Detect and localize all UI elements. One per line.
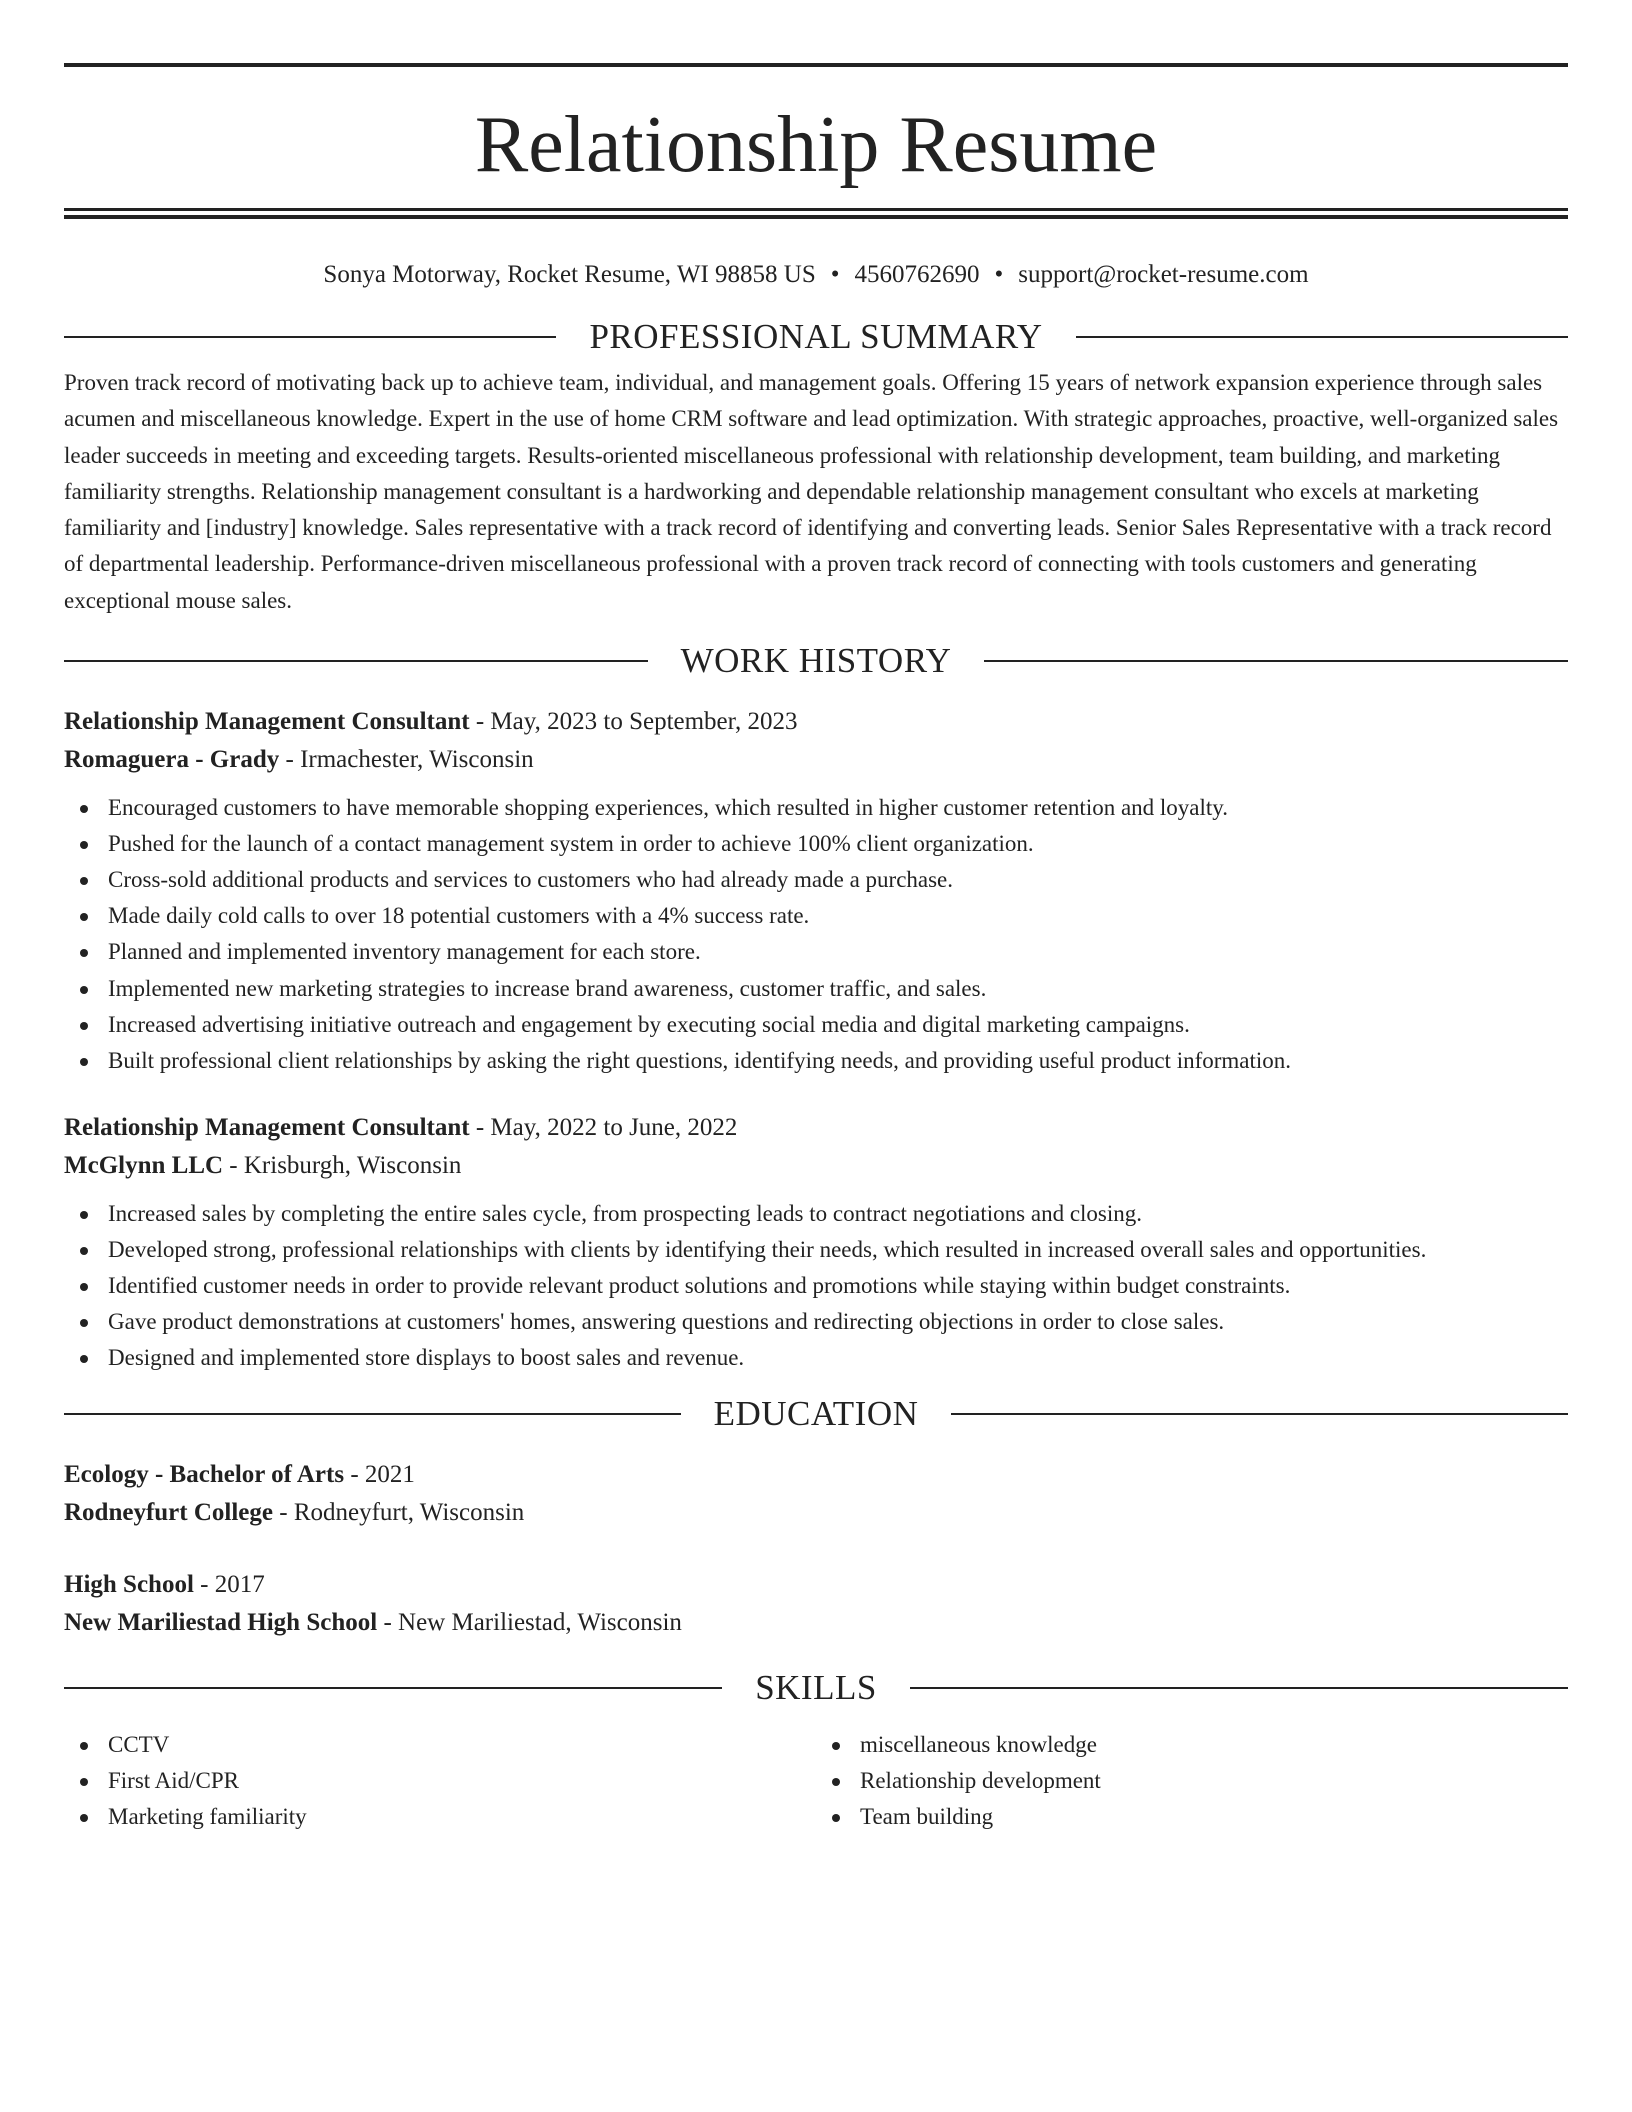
list-item: Developed strong, professional relationships with clients by identifying their needs, which resulted in increased overall sales and opportunities.: [64, 1232, 1568, 1268]
title-double-rule: [64, 208, 1568, 219]
work-heading-label: WORK HISTORY: [680, 641, 952, 681]
contact-line: [64, 219, 1568, 319]
list-item: Built professional client relationships by asking the right questions, identifying needs, and providing useful product information.: [64, 1043, 1568, 1079]
education-school: New Mariliestad High School: [64, 1609, 378, 1637]
list-item: Made daily cold calls to over 18 potential customers with a 4% success rate.: [64, 898, 1568, 934]
work-heading: [64, 643, 1568, 679]
job-bullets: [64, 1196, 1568, 1376]
contact-separator: •: [830, 261, 840, 288]
list-item: Implemented new marketing strategies to increase brand awareness, customer traffic, and sales.: [64, 971, 1568, 1007]
summary-text: Proven track record of motivating back up to achieve team, individual, and management goals. Offering 15 years of network expansion experience through sales acumen and miscellaneous knowledge. Expert in the use of home CRM software and lead optimization. With strategic approaches, proactive, well-organized sales leader succeeds in meeting and exceeding targets. Results-oriented miscellaneous professional with relationship development, team building, and marketing familiarity strengths. Relationship management consultant is a hardworking and dependable relationship management consultant who excels at marketing familiarity and [industry] knowledge. Sales representative with a track record of identifying and converting leads. Senior Sales Representative with a track record of departmental leadership. Performance-driven miscellaneous professional with a proven track record of connecting with tools customers and generating exceptional mouse sales.: [64, 370, 1559, 613]
heading-rule-left: [64, 1413, 681, 1415]
job-title-line: [64, 703, 1568, 741]
education-school-line: [64, 1604, 1568, 1642]
heading-rule-right: [951, 1413, 1568, 1415]
list-item: Encouraged customers to have memorable shopping experiences, which resulted in higher customer retention and loyalty.: [64, 790, 1568, 826]
job-location: - Krisburgh, Wisconsin: [223, 1151, 462, 1179]
contact-address: Sonya Motorway, Rocket Resume, WI 98858 US: [323, 261, 816, 288]
heading-rule-right: [910, 1687, 1568, 1689]
skills-heading-label: SKILLS: [755, 1668, 877, 1708]
job-bullets: [64, 790, 1568, 1079]
list-item: Increased advertising initiative outreach and engagement by executing social media and digital marketing campaigns.: [64, 1007, 1568, 1043]
list-item: Gave product demonstrations at customers' homes, answering questions and redirecting objections in order to close sales.: [64, 1304, 1568, 1340]
job-location: - Irmachester, Wisconsin: [279, 746, 534, 774]
list-item: Planned and implemented inventory management for each store.: [64, 934, 1568, 970]
job-dates: - May, 2023 to September, 2023: [469, 708, 798, 736]
skills-left-list: [64, 1727, 816, 1835]
education-school-line: [64, 1494, 1568, 1532]
skills-right-list: [816, 1727, 1568, 1835]
resume-title: Relationship Resume: [474, 101, 1158, 189]
education-location: - New Mariliestad, Wisconsin: [377, 1609, 682, 1637]
skills-columns: [64, 1716, 1568, 1835]
education-location: - Rodneyfurt, Wisconsin: [273, 1499, 525, 1527]
list-item: Increased sales by completing the entire sales cycle, from prospecting leads to contract negotiations and closing.: [64, 1196, 1568, 1232]
education-heading: [64, 1396, 1568, 1432]
education-degree: Ecology - Bachelor of Arts: [64, 1461, 345, 1489]
education-school: Rodneyfurt College: [64, 1499, 273, 1527]
list-item: Relationship development: [816, 1763, 1568, 1799]
education-year: - 2021: [344, 1461, 415, 1489]
list-item: Identified customer needs in order to provide relevant product solutions and promotions while staying within budget constraints.: [64, 1268, 1568, 1304]
education-entry: [64, 1456, 1568, 1532]
job-entry: [64, 1109, 1568, 1376]
job-title: Relationship Management Consultant: [64, 708, 470, 736]
heading-rule-right: [1076, 336, 1568, 338]
list-item: Pushed for the launch of a contact management system in order to achieve 100% client organization.: [64, 826, 1568, 862]
summary-heading-label: PROFESSIONAL SUMMARY: [589, 317, 1043, 356]
list-item: Cross-sold additional products and services to customers who had already made a purchase.: [64, 862, 1568, 898]
heading-rule-left: [64, 660, 648, 662]
job-company-line: [64, 1147, 1568, 1185]
job-dates: - May, 2022 to June, 2022: [469, 1113, 738, 1141]
education-heading-label: EDUCATION: [713, 1394, 919, 1434]
heading-rule-right: [984, 660, 1568, 662]
contact-email: support@rocket-resume.com: [1018, 261, 1309, 288]
skills-heading: [64, 1670, 1568, 1706]
education-year: - 2017: [193, 1571, 265, 1599]
heading-rule-left: [64, 336, 556, 338]
contact-phone: 4560762690: [854, 261, 980, 288]
job-company-line: [64, 741, 1568, 779]
list-item: miscellaneous knowledge: [816, 1727, 1568, 1763]
job-title-line: [64, 1109, 1568, 1147]
education-entry: [64, 1566, 1568, 1642]
job-title: Relationship Management Consultant: [64, 1113, 470, 1141]
education-degree: High School: [64, 1571, 194, 1599]
summary-heading: [64, 319, 1568, 355]
job-company: Romaguera - Grady: [64, 746, 280, 774]
education-degree-line: [64, 1566, 1568, 1604]
list-item: First Aid/CPR: [64, 1763, 816, 1799]
job-entry: [64, 703, 1568, 1079]
list-item: CCTV: [64, 1727, 816, 1763]
list-item: Designed and implemented store displays to boost sales and revenue.: [64, 1340, 1568, 1376]
education-degree-line: [64, 1456, 1568, 1494]
list-item: Team building: [816, 1799, 1568, 1835]
contact-separator: •: [994, 261, 1004, 288]
heading-rule-left: [64, 1687, 722, 1689]
list-item: Marketing familiarity: [64, 1799, 816, 1835]
job-company: McGlynn LLC: [64, 1151, 224, 1179]
